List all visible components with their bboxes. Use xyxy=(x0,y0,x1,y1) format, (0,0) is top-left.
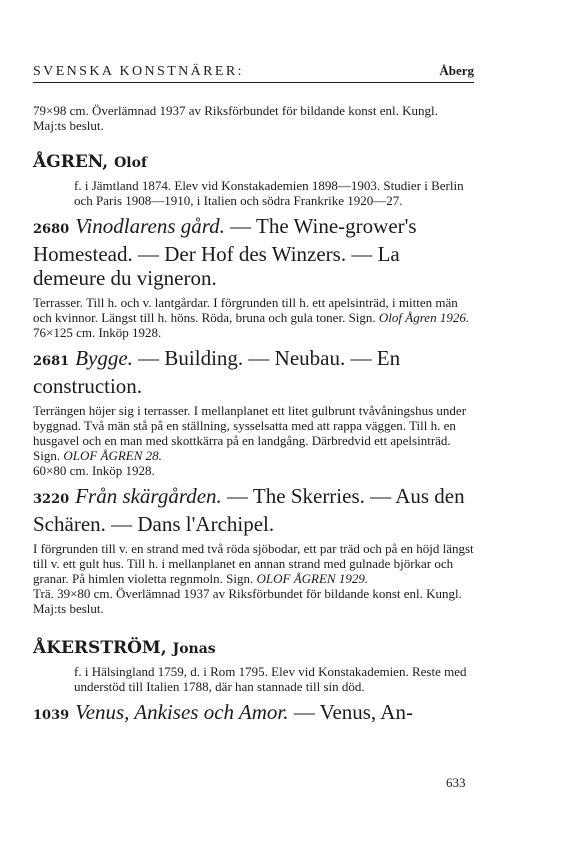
catalogue-number: 2681 xyxy=(33,354,70,369)
title-swedish: Vinodlarens gård. xyxy=(75,214,225,238)
description-text: Terrasser. Till h. och v. lantgårdar. I förgrunden till h. ett apelsinträd, i mitten män och kvinnor. Längst till h. höns. Röda, bruna och gula toner. Sign. xyxy=(33,295,458,325)
title-swedish: Venus, Ankises och Amor. xyxy=(75,700,289,724)
artist-heading xyxy=(33,638,474,658)
catalogue-number: 1039 xyxy=(33,708,70,723)
page-number: 633 xyxy=(446,775,466,790)
work-title xyxy=(33,214,474,290)
work-title xyxy=(33,346,474,398)
artist-bio: f. i Hälsingland 1759, d. i Rom 1795. Elev vid Konstakademien. Reste med understöd till Italien 1788, där han stannade till sin död. xyxy=(74,664,467,694)
work-entry xyxy=(33,484,474,616)
work-description xyxy=(33,541,474,586)
work-title xyxy=(33,700,474,728)
work-details: 76×125 cm. Inköp 1928. xyxy=(33,325,162,340)
continuation-text: 79×98 cm. Överlämnad 1937 av Riksförbundet för bildande konst enl. Kungl. Maj:ts beslut. xyxy=(33,103,438,133)
book-page xyxy=(33,63,474,728)
running-head xyxy=(33,63,474,83)
artist-given-name: Jonas xyxy=(172,641,216,657)
work-details: 60×80 cm. Inköp 1928. xyxy=(33,463,155,478)
catalogue-number: 2680 xyxy=(33,222,70,237)
artist-given-name: Olof xyxy=(114,155,147,171)
title-translations: — Venus, An- xyxy=(288,700,413,724)
title-translations: — Building. — Neubau. — En construction. xyxy=(33,346,401,398)
running-title: SVENSKA KONSTNÄRER: xyxy=(33,64,244,79)
catalogue-number: 3220 xyxy=(33,492,70,507)
running-artist: Åberg xyxy=(439,63,474,78)
artist-heading xyxy=(33,152,474,172)
artist-bio: f. i Jämtland 1874. Elev vid Konstakademien 1898—1903. Studier i Berlin och Paris 1908—1910, i Italien och södra Frankrike 1920—27. xyxy=(74,178,464,208)
title-swedish: Från skärgården. xyxy=(75,484,222,508)
artist-surname: ÅGREN, xyxy=(33,152,109,172)
title-translations: — The Wine-grower's Homestead. — Der Hof des Winzers. — La demeure du vigneron. xyxy=(33,214,417,290)
work-details: Trä. 39×80 cm. Överlämnad 1937 av Riksförbundet för bildande konst enl. Kungl. Maj:ts beslut. xyxy=(33,586,462,616)
work-entry xyxy=(33,700,474,728)
work-entry xyxy=(33,346,474,478)
title-translations: — The Skerries. — Aus den Schären. — Dans l'Archipel. xyxy=(33,484,465,536)
work-description xyxy=(33,295,474,325)
description-text: Terrängen höjer sig i terrasser. I mellanplanet ett litet gulbrunt tvåvåningshus under byggnad. Två män stå på en ställning, sysselsatta med att rappa väggen. Till h. en husgavel och en man med skottkärra på en landgång. Därbredvid ett apelsinträd. Sign. xyxy=(33,403,467,463)
description-text: I förgrunden till v. en strand med två röda sjöbodar, ett par träd och på en höjd längst till v. ett gult hus. Till h. i mellanplanet en annan strand med gulnade björkar och granar. På himlen violetta regnmoln. Sign. xyxy=(33,541,474,586)
title-swedish: Bygge. xyxy=(75,346,133,370)
signature-text: Olof Ågren 1926. xyxy=(378,310,470,325)
work-entry xyxy=(33,214,474,340)
work-title xyxy=(33,484,474,536)
signature-text: OLOF ÅGREN 1929. xyxy=(256,571,369,586)
work-description xyxy=(33,403,474,463)
artist-surname: ÅKERSTRÖM, xyxy=(33,638,167,658)
signature-text: OLOF ÅGREN 28. xyxy=(63,448,162,463)
